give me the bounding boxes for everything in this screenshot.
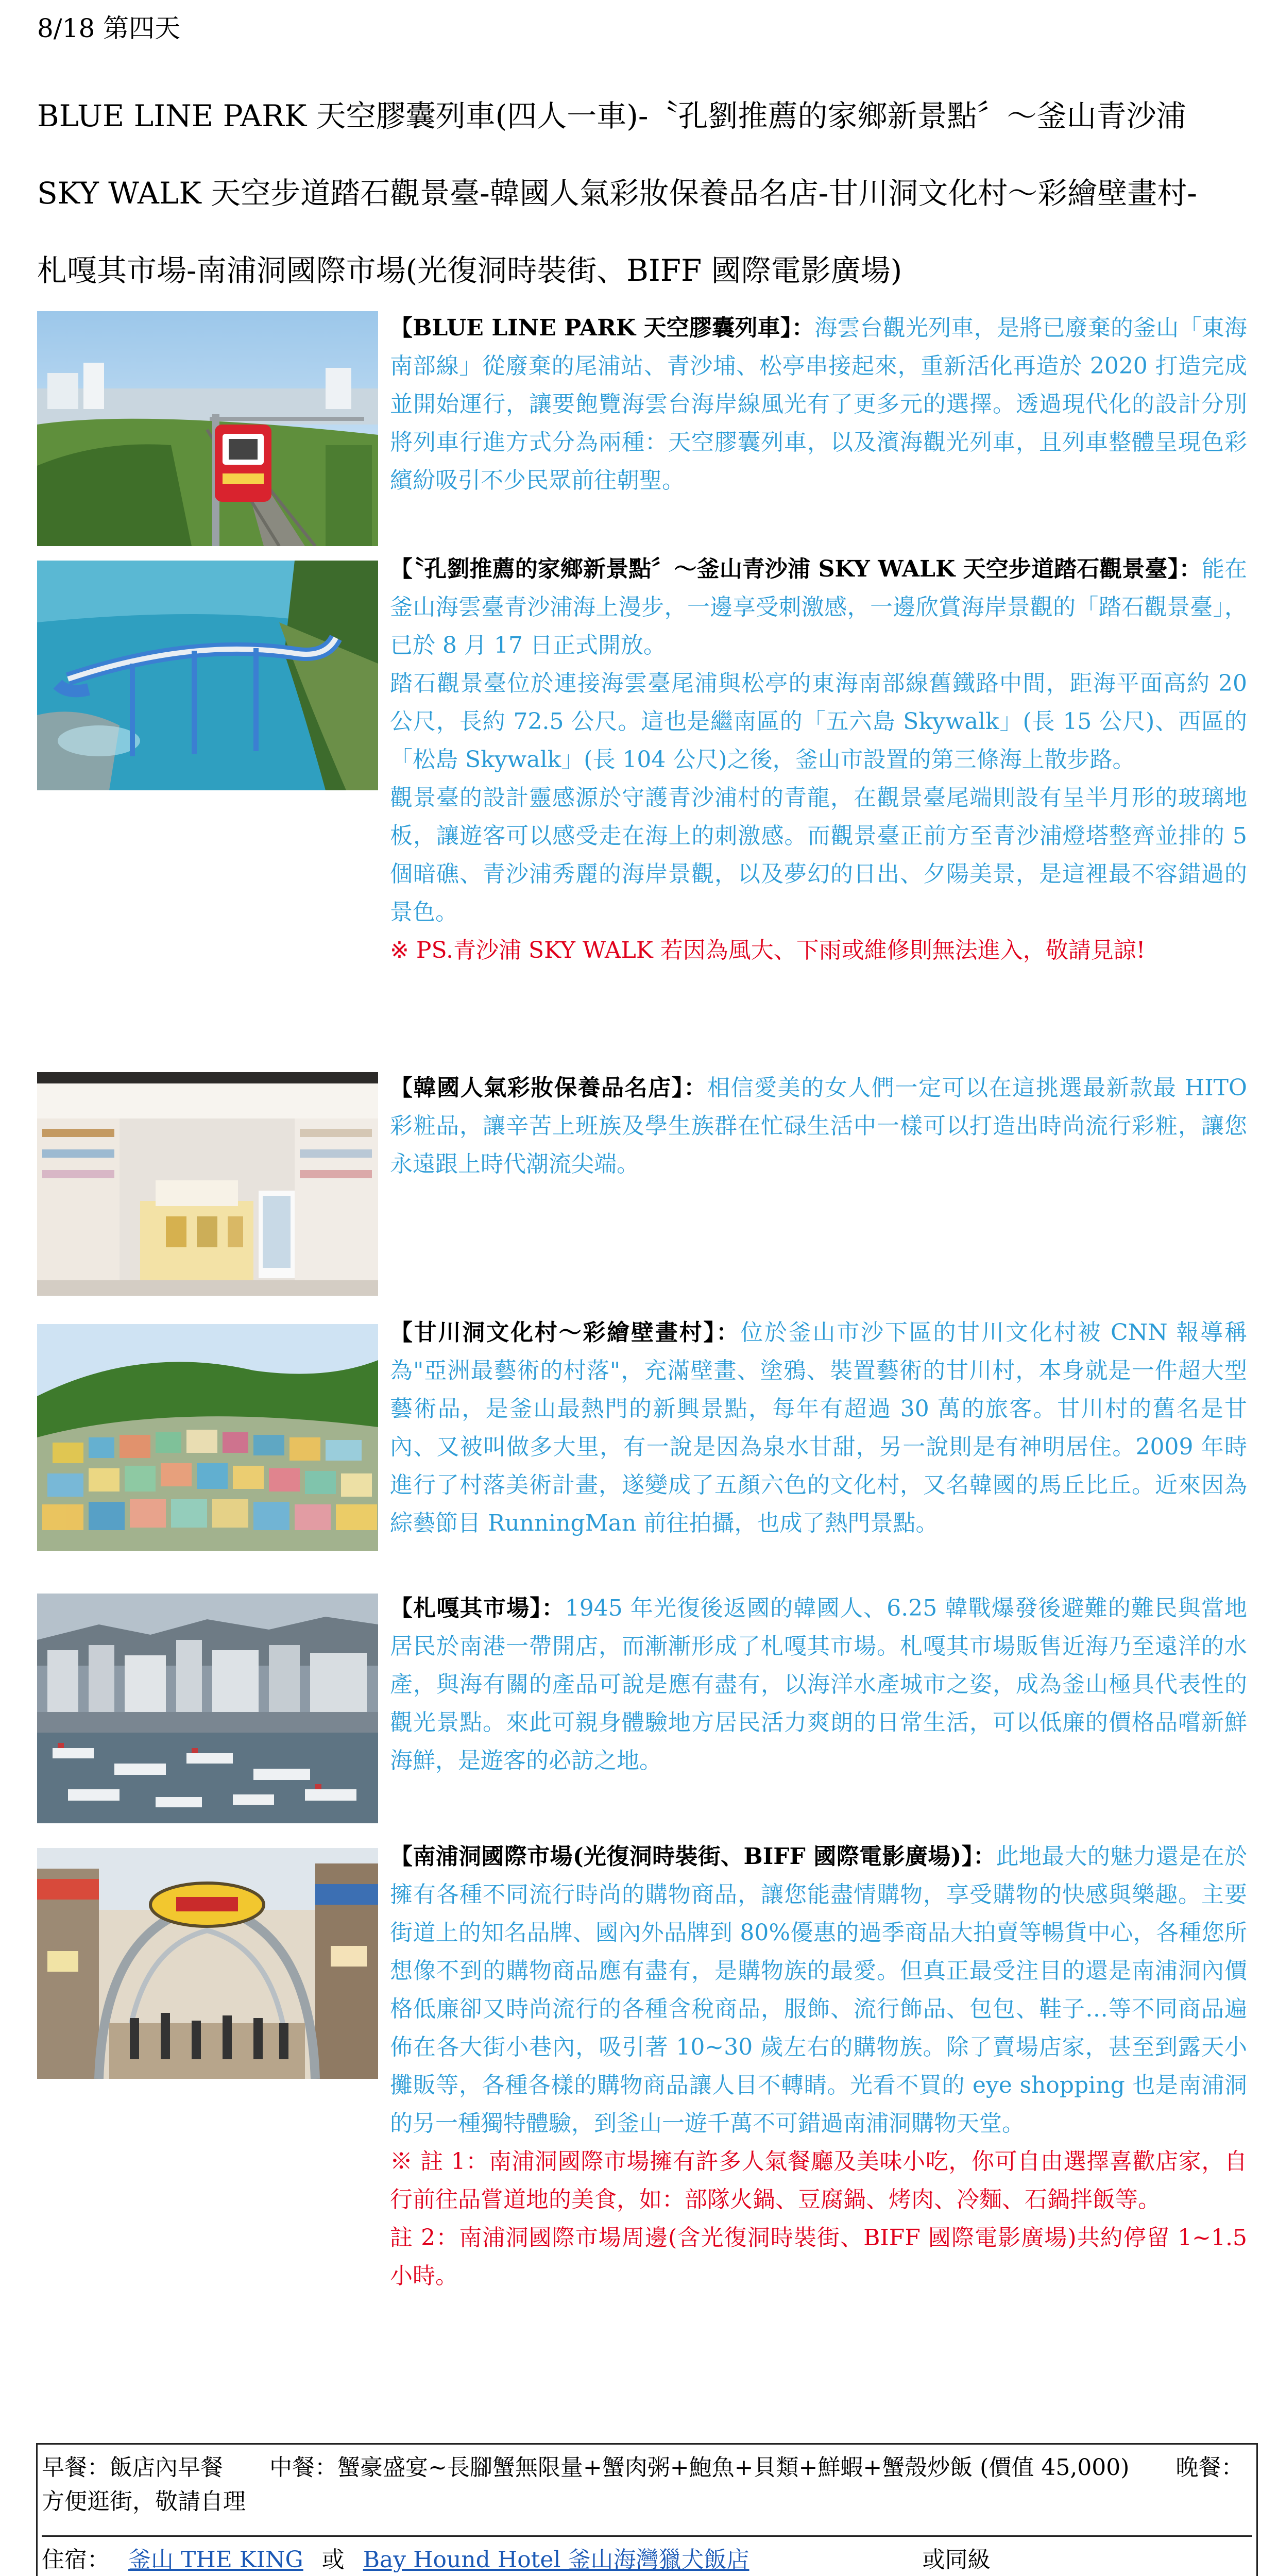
- section-title: 【BLUE LINE PARK 天空膠囊列車】：: [390, 315, 815, 341]
- section-text: [390, 1838, 1247, 2295]
- lunch-text: 中餐：蟹豪盛宴~長腳蟹無限量+蟹肉粥+鮑魚+貝類+鮮蝦+蟹殼炒飯 (價值 45,000): [269, 2454, 1130, 2481]
- section-text: [390, 309, 1247, 500]
- section-title: 【札嘎其市場】：: [390, 1595, 565, 1621]
- gamcheon-village-photo: [37, 1324, 378, 1551]
- section-title: 【南浦洞國際市場(光復洞時裝街、BIFF 國際電影廣場)】：: [390, 1843, 996, 1870]
- cosmetics-shop-photo: [37, 1072, 378, 1296]
- headline-line: BLUE LINE PARK 天空膠囊列車(四人一車)-〝孔劉推薦的家鄉新景點〞～釜山青沙浦: [37, 98, 1186, 133]
- section-body: 海雲台觀光列車，是將已廢棄的釜山「東海南部線」從廢棄的尾浦站、青沙埔、松亭串接起來，重新活化再造於 2020 打造完成並開始運行，讓要飽覽海雲台海岸線風光有了更多元的選擇。透過現代化的設計分別將列車行進方式分為兩種：天空膠囊列車，以及濱海觀光列車，且列車整體呈現色彩繽紛吸引不少民眾前往朝聖。: [390, 315, 1247, 494]
- sky-walk-photo: [37, 561, 378, 790]
- section-cosmetics-shop: [37, 1069, 1247, 1296]
- section-title: 【韓國人氣彩妝保養品名店】：: [390, 1075, 707, 1101]
- section-text: [390, 1314, 1247, 1543]
- headline-line: SKY WALK 天空步道踏石觀景臺-韓國人氣彩妝保養品名店-甘川洞文化村～彩繪壁畫村-: [37, 176, 1197, 211]
- section-body: 1945 年光復後返國的韓國人、6.25 韓戰爆發後避難的難民與當地居民於南港一帶開店，而漸漸形成了札嘎其市場。札嘎其市場販售近海乃至遠洋的水產，與海有關的產品可說是應有盡有，以海洋水產城市之姿，成為釜山極具代表性的觀光景點。來此可親身體驗地方居民活力爽朗的日常生活，可以低廉的價格品嚐新鮮海鮮，是遊客的必訪之地。: [390, 1595, 1247, 1774]
- section-text: [390, 1069, 1247, 1183]
- section-body: 此地最大的魅力還是在於擁有各種不同流行時尚的購物商品，讓您能盡情購物，享受購物的快感與樂趣。主要街道上的知名品牌、國內外品牌到 80%優惠的過季商品大拍賣等暢貨中心，各種您所想像不到的購物商品應有盡有，是購物族的最愛。但真正最受注目的還是南浦洞內價格低廉卻又時尚流行的各種含稅商品，服飾、流行飾品、包包、鞋子…等不同商品遍佈在各大街小巷內，吸引著 10~30 歲左右的購物族。除了賣場店家，甚至到露天小攤販等，各種各樣的購物商品讓人目不轉睛。光看不買的 eye shopping 也是南浦洞的另一種獨特體驗，到釜山一遊千萬不可錯過南浦洞購物天堂。: [390, 1843, 1248, 2137]
- jagalchi-market-photo: [37, 1594, 378, 1823]
- hotel-link-the-king[interactable]: 釜山 THE KING: [128, 2547, 303, 2573]
- section-body: 踏石觀景臺位於連接海雲臺尾浦與松亭的東海南部線舊鐵路中間，距海平面高約 20 公尺，長約 72.5 公尺。這也是繼南區的「五六島 Skywalk」(長 15 公尺)、西區的「松島 Skywalk」(長 104 公尺)之後，釜山市設置的第三條海上散步路。: [390, 670, 1247, 773]
- section-body: 位於釜山市沙下區的甘川文化村被 CNN 報導稱為"亞洲最藝術的村落"，充滿壁畫、塗鴉、裝置藝術的甘川村，本身就是一件超大型藝術品，是釜山最熱門的新興景點，每年有超過 30 萬的旅客。甘川村的舊名是甘內、又被叫做多大里，有一說是因為泉水甘甜，另一說則是有神明居住。2009 年時進行了村落美術計畫，遂變成了五顏六色的文化村，又名韓國的馬丘比丘。近來因為綜藝節目 RunningMan 前往拍攝，也成了熱門景點。: [390, 1319, 1248, 1536]
- hotel-or: 或: [321, 2547, 345, 2573]
- section-title: 【〝孔劉推薦的家鄉新景點〞～釜山青沙浦 SKY WALK 天空步道踏石觀景臺】：: [390, 556, 1202, 582]
- section-nampo-market: [37, 1838, 1247, 2415]
- meals-row: [42, 2451, 1252, 2519]
- section-note: 註 2：南浦洞國際市場周邊(含光復洞時裝街、BIFF 國際電影廣場)共約停留 1~1.5 小時。: [390, 2225, 1247, 2289]
- hotel-link-bay-hound[interactable]: Bay Hound Hotel 釜山海灣獵犬飯店: [363, 2547, 749, 2573]
- section-jagalchi-market: [37, 1589, 1247, 1826]
- day-title: 8/18 第四天: [37, 13, 181, 43]
- hotel-similar: 或同級: [922, 2547, 991, 2573]
- section-body: 相信愛美的女人們一定可以在這挑選最新款最 HITO 彩粧品，讓辛苦上班族及學生族群在忙碌生活中一樣可以打造出時尚流行彩粧，讓您永遠跟上時代潮流尖端。: [390, 1075, 1247, 1177]
- section-text: [390, 1589, 1247, 1780]
- hotel-row: [42, 2535, 1252, 2576]
- sky-capsule-train-photo: [37, 311, 378, 546]
- section-note: ※ PS.青沙浦 SKY WALK 若因為風大、下雨或維修則無法進入，敬請見諒!: [390, 937, 1146, 963]
- section-body: 能在釜山海雲臺青沙浦海上漫步，一邊享受刺激感，一邊欣賞海岸景觀的「踏石觀景臺」，已於 8 月 17 日正式開放。: [390, 556, 1248, 658]
- section-title: 【甘川洞文化村～彩繪壁畫村】：: [390, 1319, 741, 1346]
- section-note: ※ 註 1：南浦洞國際市場擁有許多人氣餐廳及美味小吃，你可自由選擇喜歡店家，自行前往品嘗道地的美食，如：部隊火鍋、豆腐鍋、烤肉、冷麵、石鍋拌飯等。: [390, 2148, 1247, 2213]
- nampo-market-photo: [37, 1848, 378, 2079]
- section-text: [390, 550, 1247, 970]
- meals-hotel-box: [36, 2443, 1258, 2576]
- headline-line: 札嘎其市場-南浦洞國際市場(光復洞時裝街、BIFF 國際電影廣場): [37, 253, 902, 288]
- breakfast-text: 早餐：飯店內早餐: [42, 2454, 223, 2481]
- section-blue-line-park: [37, 309, 1247, 546]
- dinner-text: 晚餐：方便逛街，敬請自理: [42, 2454, 1244, 2515]
- section-gamcheon-village: [37, 1314, 1247, 1582]
- itinerary-headline: [37, 77, 1242, 309]
- section-sky-walk: [37, 550, 1247, 1065]
- hotel-label: 住宿：: [42, 2547, 110, 2573]
- section-body: 觀景臺的設計靈感源於守護青沙浦村的青龍，在觀景臺尾端則設有呈半月形的玻璃地板，讓遊客可以感受走在海上的刺激感。而觀景臺正前方至青沙浦燈塔整齊並排的 5 個暗礁、青沙浦秀麗的海岸景觀，以及夢幻的日出、夕陽美景，是這裡最不容錯過的景色。: [390, 785, 1247, 925]
